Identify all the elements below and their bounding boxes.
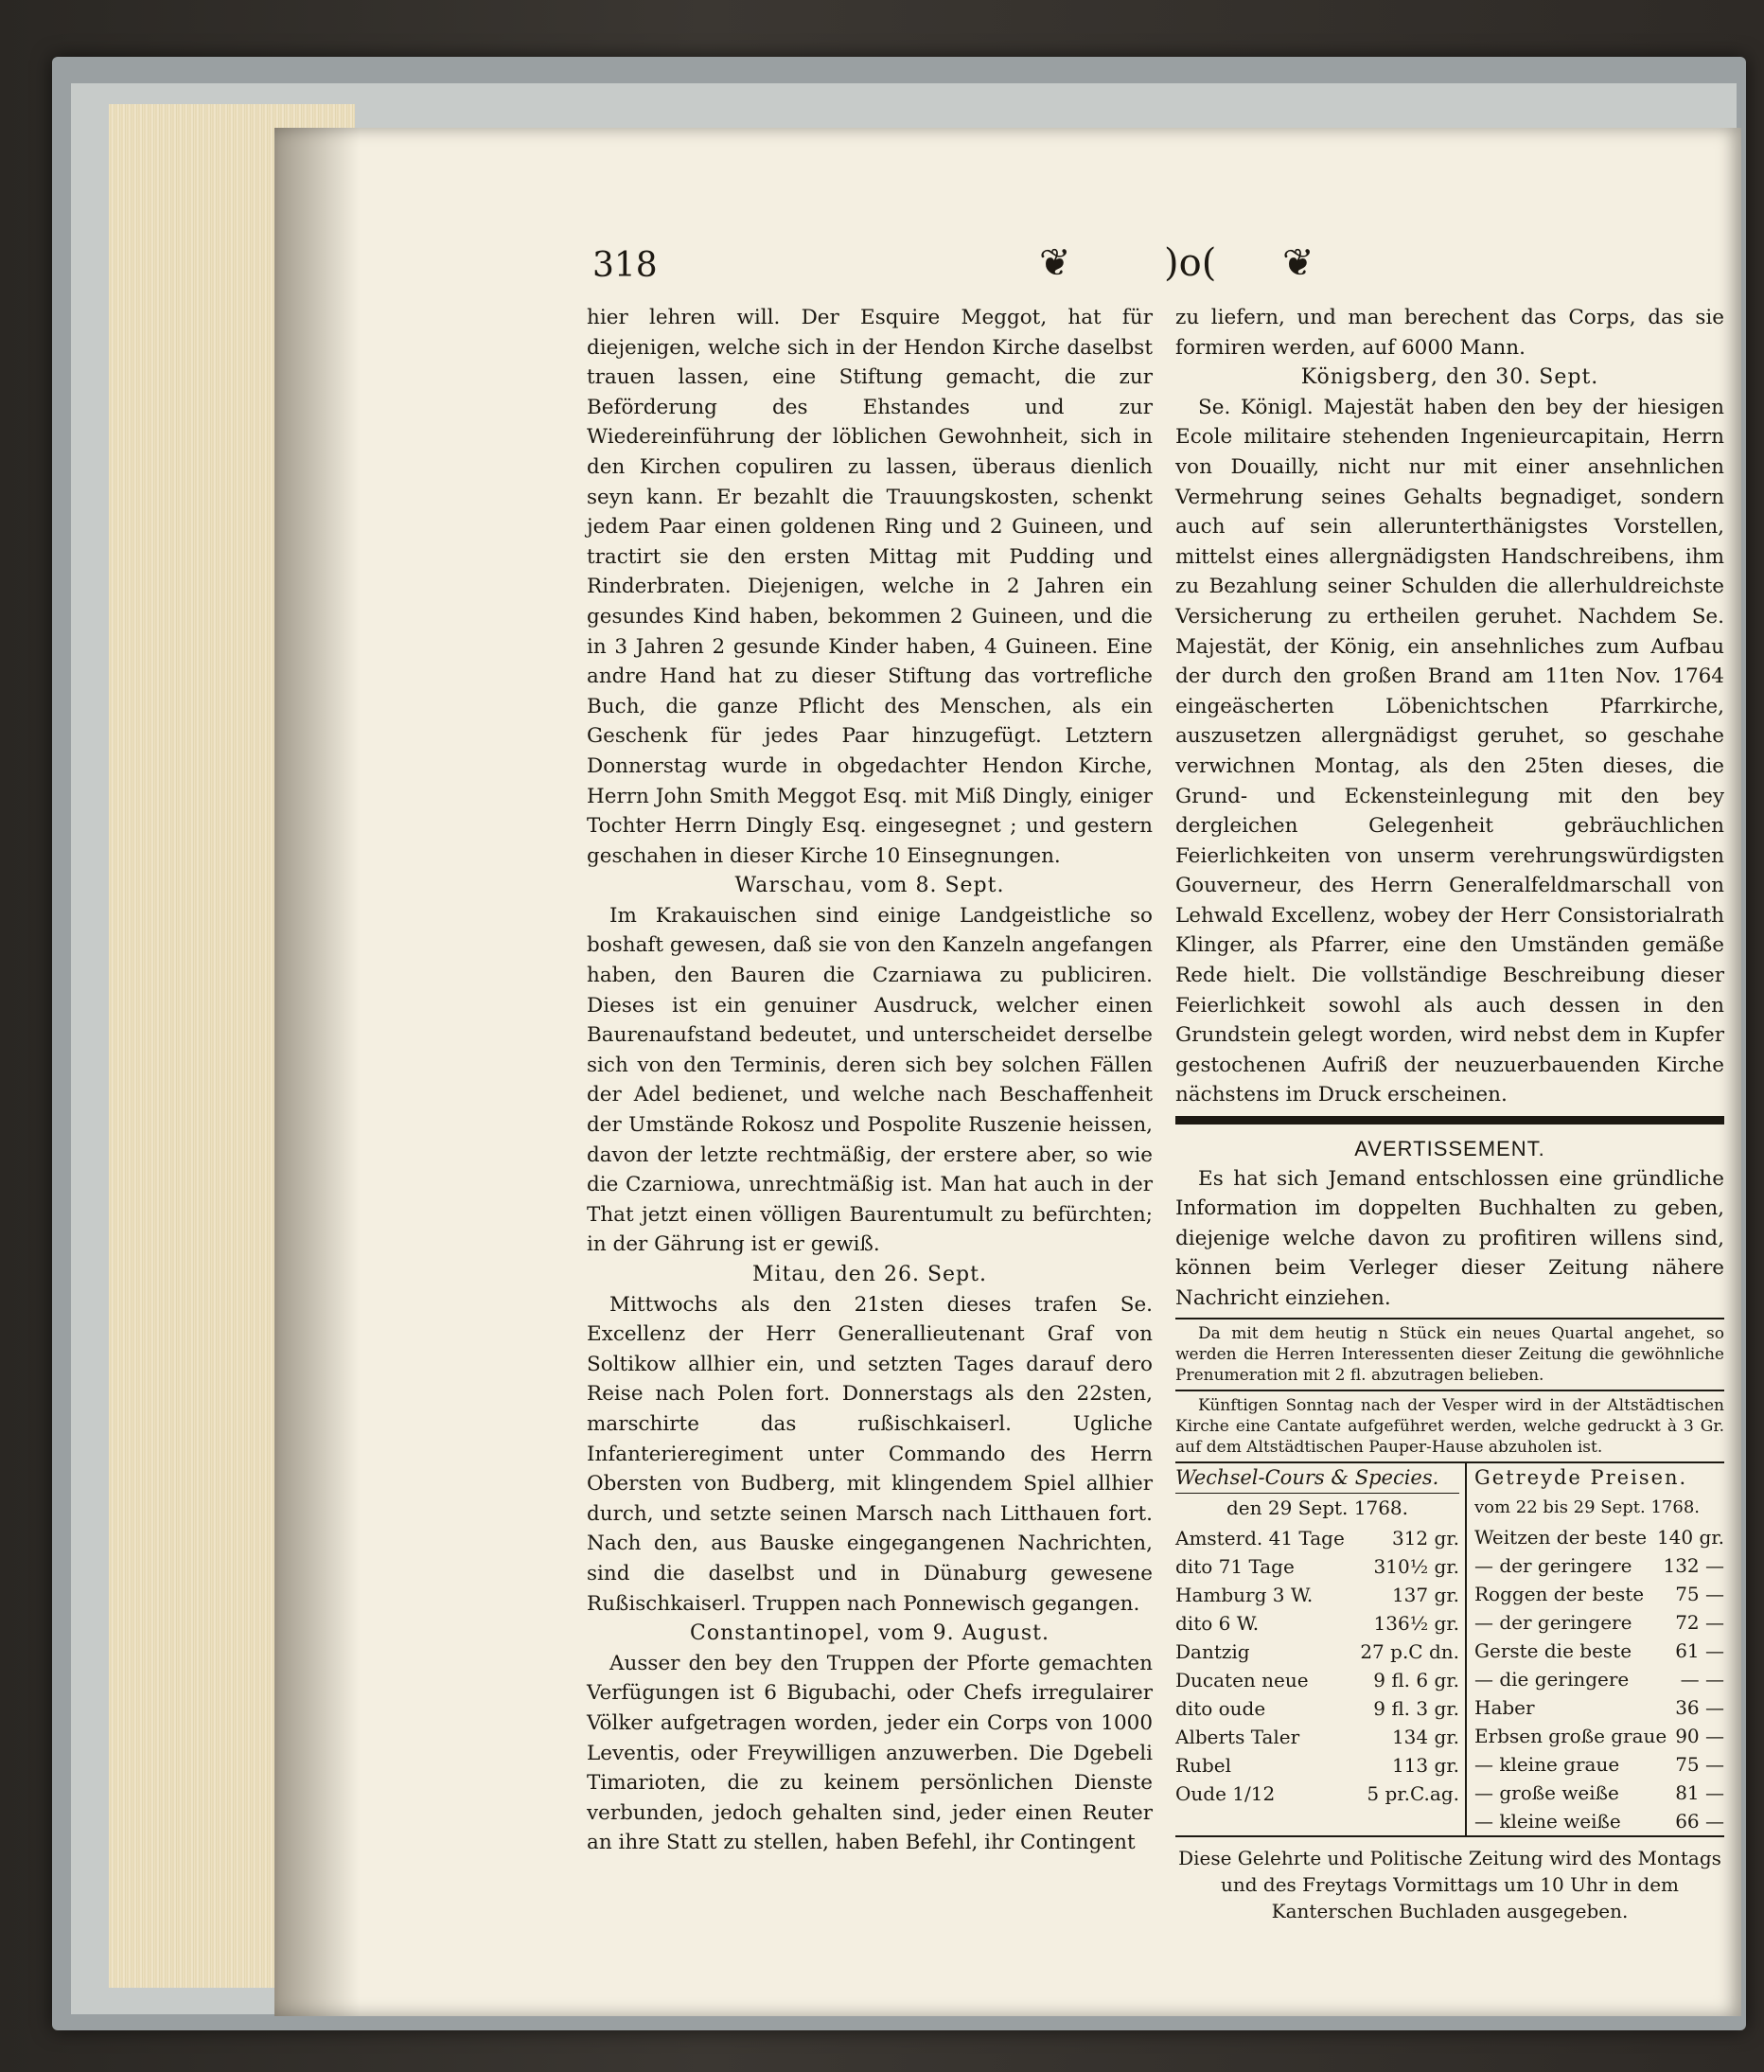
article-paragraph: zu liefern, und man berechent das Corps, das sie formiren werden, auf 6000 Mann. (1175, 306, 1724, 360)
cantata-notice: Künftigen Sonntag nach der Vesper wird in der Altstädtischen Kirche eine Cantate aufgeführet werden, welche gedruckt à 3 Gr. auf dem Altstädtischen Pauper-Hause abzuholen ist. (1175, 1395, 1724, 1457)
dateline-mitau: Mitau, den 26. Sept. (752, 1263, 987, 1286)
table-row (1474, 1750, 1724, 1779)
table-row (1474, 1551, 1724, 1580)
article-paragraph: Mittwochs als den 21sten dieses trafen Se. Excellenz der Herr Generallieutenant Graf von Soltikow allhier ein, und setzten Tages darauf dero Reise nach Polen fort. Donnerstags als den 22sten, marschirte das rußischkaiserl. Ugliche Infanterieregiment unter Commando des Herrn Obersten von Budberg, mit klingendem Spiel allhier durch, und setzte seinen Marsch nach Litthauen fort. Nach den, aus Bauske eingegangenen Nachrichten, sind die daselbst und in Dünaburg gewesene Rußischkaiserl. Truppen nach Ponnewisch gegangen. (587, 1292, 1153, 1616)
ornament-center-icon: )o( (1164, 241, 1217, 285)
article-paragraph: Se. Königl. Majestät haben den bey der hiesigen Ecole militaire stehenden Ingenieurcapitain, Herrn von Douailly, nicht nur mit einer ansehnlichen Vermehrung seines Gehalts begnadiget, sondern auch auf sein allerunterthänigstes Vorstellen, mittelst eines allergnädigsten Handschreibens, ihm zu Bezahlung seiner Schulden die allerhuldreichste Versicherung zu ertheilen geruhet. Nachdem Se. Majestät, der König, ein ansehnliches zum Aufbau der durch den großen Brand am 11ten Nov. 1764 eingeäscherten Löbenichtschen Pfarrkirche, auszusetzen allergnädigst geruhet, so geschahe verwichnen Montag, als den 25ten dieses, die Grund- und Eckensteinlegung mit den bey dergleichen Gelegenheit gebräuchlichen Feierlichkeiten von unserm verehrungswürdigsten Gouverneur, des Herrn Generalfeldmarschall von Lehwald Excellenz, wobey der Herr Consistorialrath Klinger, als Pfarrer, eine den Umständen gemäße Rede hielt. Die vollständige Beschreibung dieser Feierlichkeit sowohl als auch dessen in den Grundstein gelegt worden, wird nebst dem in Kupfer gestochenen Aufriß der neuzuerbauenden Kirche nächstens im Druck erscheinen. (1175, 395, 1724, 1107)
table-row (1474, 1807, 1724, 1835)
dateline-constantinople: Constantinopel, vom 9. August. (689, 1621, 1050, 1646)
table-row (1175, 1780, 1459, 1808)
table-row (1175, 1666, 1459, 1694)
row-value: 137 gr. (1391, 1583, 1459, 1606)
grain-table-title: Getreyde Preisen. (1474, 1465, 1688, 1489)
row-value: 75 — (1675, 1752, 1724, 1776)
dateline-warsaw: Warschau, vom 8. Sept. (734, 874, 1005, 898)
row-label: Weitzen der beste (1474, 1525, 1648, 1549)
table-row (1175, 1552, 1459, 1581)
row-label: Oude 1/12 (1175, 1781, 1276, 1805)
row-label: Haber (1474, 1695, 1535, 1719)
article-paragraph: hier lehren will. Der Esquire Meggot, hat für diejenigen, welche sich in der Hendon Kirche daselbst trauen lassen, eine Stiftung gemacht, die zur Beförderung des Ehstandes und zur Wiedereinführung der löblichen Gewohnheit, sich in den Kirchen copuliren zu lassen, überaus dienlich seyn kann. Er bezahlt die Trauungskosten, schenkt jedem Paar einen goldenen Ring und 2 Guineen, und tractirt sie den ersten Mittag mit Pudding und Rinderbraten. Diejenigen, welche in 2 Jahren ein gesundes Kind haben, bekommen 2 Guineen, und die in 3 Jahren 2 gesunde Kinder haben, 4 Guineen. Eine andre Hand hat zu dieser Stiftung das vortrefliche Buch, die ganze Pflicht des Menschen, als ein Geschenk für jedes Paar hinzugefügt. Letztern Donnerstag wurde in obgedachter Hendon Kirche, Herrn John Smith Meggot Esq. mit Miß Dingly, einiger Tochter Herrn Dingly Esq. eingesegnet ; und gestern geschahen in dieser Kirche 10 Einsegnungen. (587, 306, 1153, 868)
article-paragraph: Im Krakauischen sind einige Landgeistliche so boshaft gewesen, daß sie von den Kanzeln angefangen haben, den Bauren die Czarniawa zu publiciren. Dieses ist ein genuiner Ausdruck, welcher einen Baurenaufstand bedeutet, und unterscheidet derselbe sich von den Terminis, deren sich bey solchen Fällen der Adel bedienet, und welche nach Beschaffenheit der Umstände Rokosz und Pospolite Ruszenie heissen, davon der letzte rechtmäßig, der erstere aber, so wie die Czarniowa, unrechtmäßig ist. Man hat auch in der That jetzt einen völligen Baurentumult zu befürchten; in der Gährung ist er gewiß. (587, 903, 1153, 1257)
row-value: 9 fl. 6 gr. (1373, 1668, 1459, 1691)
row-value: 134 gr. (1391, 1725, 1459, 1748)
row-value: 27 p.C dn. (1360, 1639, 1459, 1663)
table-row (1474, 1779, 1724, 1807)
row-label: dito 71 Tage (1175, 1554, 1295, 1578)
row-label: Amsterd. 41 Tage (1175, 1526, 1345, 1550)
row-label: — die geringere (1474, 1667, 1630, 1691)
table-row (1175, 1723, 1459, 1751)
page-number: 318 (592, 246, 658, 285)
ornament-right-icon: ❦ (1282, 241, 1314, 285)
table-row (1175, 1638, 1459, 1666)
divider (1175, 1390, 1724, 1391)
article-paragraph: Ausser den bey den Truppen der Pforte gemachten Verfügungen ist 6 Bigubachi, oder Chefs irregulairer Völker aufgetragen worden, jeder ein Corps von 1000 Leventis, oder Freywilligen anzuwerben. Die Dgebeli Timarioten, die zu keinem persönlichen Dienste verbunden, jedoch gehalten sind, jeder einen Reuter an ihre Statt zu stellen, haben Befehl, ihr Contingent (587, 1651, 1153, 1855)
grain-table-date: vom 22 bis 29 Sept. 1768. (1474, 1497, 1700, 1518)
table-row (1474, 1722, 1724, 1750)
row-value: — — (1680, 1667, 1724, 1691)
row-label: Rubel (1175, 1753, 1231, 1777)
row-label: Hamburg 3 W. (1175, 1583, 1314, 1606)
row-value: 312 gr. (1391, 1526, 1459, 1550)
row-value: 81 — (1675, 1780, 1724, 1804)
row-label: Erbsen große graue (1474, 1724, 1667, 1747)
dateline-koenigsberg: Königsberg, den 30. Sept. (1300, 365, 1599, 390)
row-label: Gerste die beste (1474, 1638, 1632, 1662)
exchange-table-date: den 29 Sept. 1768. (1226, 1496, 1409, 1520)
advertisement-text: Es hat sich Jemand entschlossen eine gründliche Information im doppelten Buchhalten zu geben, diejenige welche davon zu profitiren willens sind, können beim Verleger dieser Zeitung nähere Nachricht einziehen. (1175, 1166, 1724, 1310)
table-row (1474, 1523, 1724, 1551)
row-value: 72 — (1675, 1610, 1724, 1634)
section-divider (1175, 1116, 1724, 1125)
row-value: 132 — (1663, 1553, 1724, 1577)
table-row (1474, 1637, 1724, 1665)
row-label: — kleine graue (1474, 1752, 1620, 1776)
row-value: 75 — (1675, 1582, 1724, 1605)
table-row (1175, 1751, 1459, 1780)
row-label: Alberts Taler (1175, 1725, 1300, 1748)
right-column (1175, 303, 1724, 1924)
table-row (1175, 1609, 1459, 1638)
table-row (1474, 1693, 1724, 1722)
row-label: — große weiße (1474, 1780, 1619, 1804)
row-value: 310½ gr. (1373, 1554, 1459, 1578)
row-label: — der geringere (1474, 1553, 1632, 1577)
table-row (1474, 1665, 1724, 1693)
row-value: 66 — (1675, 1809, 1724, 1833)
row-label: dito 6 W. (1175, 1611, 1260, 1635)
table-row (1175, 1524, 1459, 1552)
divider (1175, 1318, 1724, 1319)
ornament-left-icon: ❦ (1039, 241, 1071, 285)
page-gutter-shadow (274, 128, 360, 2016)
row-label: Roggen der beste (1474, 1582, 1645, 1605)
table-row (1175, 1581, 1459, 1609)
row-value: 140 gr. (1656, 1525, 1724, 1549)
left-column (587, 303, 1153, 1858)
publication-footer: Diese Gelehrte und Politische Zeitung wird des Montags und des Freytags Vormittags um 10 Uhr in dem Kanterschen Buchladen ausgegeben. (1178, 1846, 1721, 1922)
row-label: Dantzig (1175, 1639, 1250, 1663)
table-row (1175, 1694, 1459, 1723)
subscription-notice: Da mit dem heutig n Stück ein neues Quartal angehet, so werden die Herren Interessenten dieser Zeitung die gewöhnliche Prenumeration mit 2 fl. abzutragen belieben. (1175, 1323, 1724, 1385)
row-value: 5 pr.C.ag. (1367, 1781, 1459, 1805)
row-label: Ducaten neue (1175, 1668, 1309, 1691)
table-row (1474, 1580, 1724, 1608)
exchange-table-title: Wechsel-Cours & Species. (1175, 1463, 1459, 1495)
price-tables (1175, 1461, 1724, 1837)
row-value: 113 gr. (1391, 1753, 1459, 1777)
row-value: 61 — (1675, 1638, 1724, 1662)
grain-price-table (1467, 1463, 1724, 1835)
row-label: — kleine weiße (1474, 1809, 1621, 1833)
row-value: 9 fl. 3 gr. (1373, 1696, 1459, 1720)
row-value: 136½ gr. (1373, 1611, 1459, 1635)
row-label: dito oude (1175, 1696, 1266, 1720)
exchange-rate-table (1175, 1463, 1467, 1835)
row-label: — der geringere (1474, 1610, 1632, 1634)
advertisement-title: AVERTISSEMENT. (1354, 1137, 1545, 1161)
row-value: 90 — (1675, 1724, 1724, 1747)
table-row (1474, 1608, 1724, 1637)
row-value: 36 — (1675, 1695, 1724, 1719)
